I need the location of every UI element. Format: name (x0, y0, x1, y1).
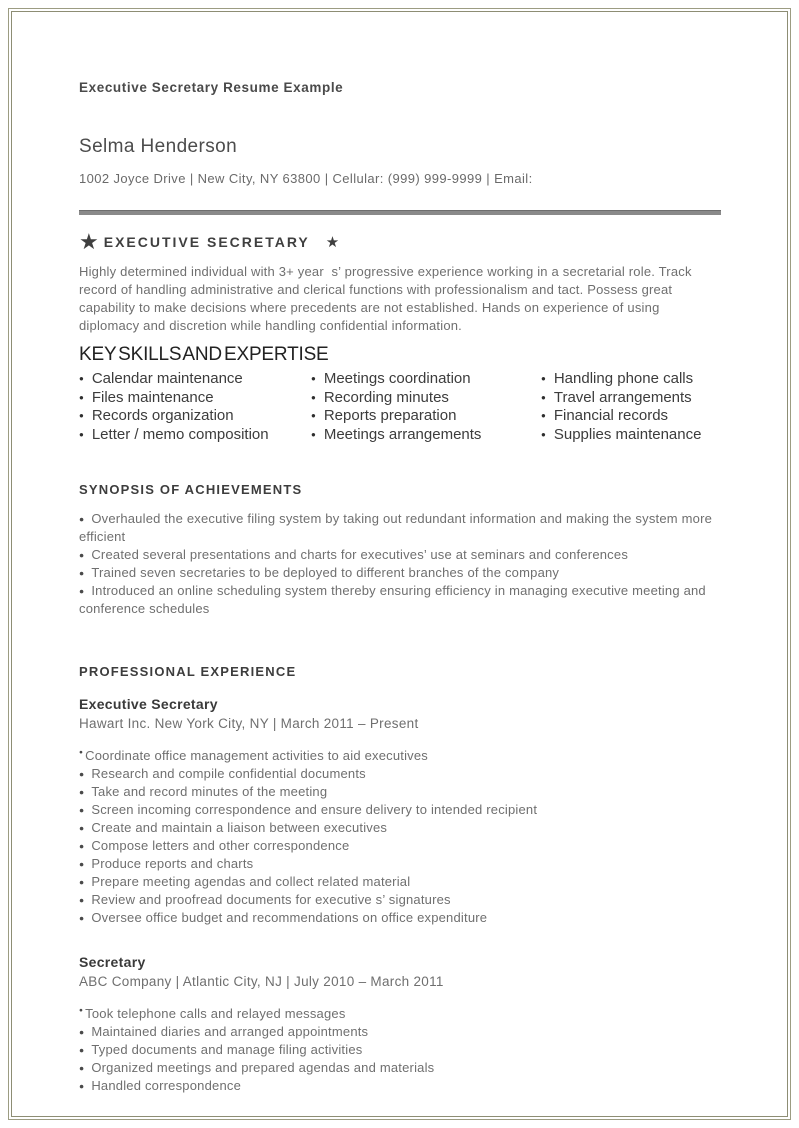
skill-item: ● Files maintenance (79, 389, 311, 408)
job-duty: ● Took telephone calls and relayed messages (79, 1002, 721, 1023)
job-duty: ● Take and record minutes of the meeting (79, 783, 721, 801)
achievement-item: ● Overhauled the executive filing system by taking out redundant information and making the system more efficient (79, 510, 721, 546)
job-duty: ● Prepare meeting agendas and collect related material (79, 873, 721, 891)
experience-heading: PROFESSIONAL EXPERIENCE (79, 664, 297, 679)
profile-summary: Highly determined individual with 3+ year s’ progressive experience working in a secretarial role. Track record of handling administrative and clerical functions with professionalism and tact. Possess great capability to make decisions where precedents are not established. Hands on experience of using diplomacy and discretion while handling confidential information. (79, 264, 692, 333)
skill-item: ● Calendar maintenance (79, 370, 311, 389)
star-icon: ★ (325, 233, 340, 251)
skills-grid (79, 370, 721, 444)
skill-item: ● Financial records (541, 407, 721, 426)
job-duty: ● Review and proofread documents for executive s’ signatures (79, 891, 721, 909)
skill-item: ● Travel arrangements (541, 389, 721, 408)
role-heading (79, 231, 721, 253)
job-meta: Hawart Inc. New York City, NY | March 2011 – Present (79, 716, 419, 731)
skill-item: ● Letter / memo composition (79, 426, 311, 445)
job-duty: ● Compose letters and other correspondence (79, 837, 721, 855)
skill-item: ● Meetings arrangements (311, 426, 541, 445)
job-duty: ● Coordinate office management activities to aid executives (79, 744, 721, 765)
divider-rule (79, 210, 721, 215)
job-duty: ● Maintained diaries and arranged appointments (79, 1023, 721, 1041)
role-heading-label: EXECUTIVE SECRETARY (103, 234, 310, 250)
job-duty: ● Oversee office budget and recommendations on office expenditure (79, 909, 721, 927)
achievement-item: ● Trained seven secretaries to be deployed to different branches of the company (79, 564, 721, 582)
achievement-item: ● Introduced an online scheduling system thereby ensuring efficiency in managing executive meeting and conference schedules (79, 582, 721, 618)
skill-item: ● Records organization (79, 407, 311, 426)
job-duty: ● Research and compile confidential documents (79, 765, 721, 783)
resume-page (11, 11, 788, 1117)
job-meta: ABC Company | Atlantic City, NJ | July 2010 – March 2011 (79, 974, 444, 989)
achievement-item: ● Created several presentations and charts for executives’ use at seminars and conferences (79, 546, 721, 564)
star-icon: ★ (79, 229, 99, 254)
skill-item: ● Meetings coordination (311, 370, 541, 389)
candidate-name: Selma Henderson (79, 136, 238, 157)
skill-item: ● Supplies maintenance (541, 426, 721, 445)
job-duties-list (79, 744, 721, 927)
skills-heading: KEY SKILLS AND EXPERTISE (79, 344, 329, 365)
skill-item: ● Handling phone calls (541, 370, 721, 389)
achievements-list (79, 510, 721, 618)
achievements-heading: SYNOPSIS OF ACHIEVEMENTS (79, 482, 303, 497)
job-duty: ● Handled correspondence (79, 1077, 721, 1095)
job-duty: ● Create and maintain a liaison between executives (79, 819, 721, 837)
job-duty: ● Screen incoming correspondence and ensure delivery to intended recipient (79, 801, 721, 819)
job-title: Secretary (79, 954, 146, 970)
job-title: Executive Secretary (79, 696, 218, 712)
job-duty: ● Typed documents and manage filing activities (79, 1041, 721, 1059)
job-duties-list (79, 1002, 721, 1095)
skill-item: ● Reports preparation (311, 407, 541, 426)
job-duty: ● Organized meetings and prepared agendas and materials (79, 1059, 721, 1077)
job-duty: ● Produce reports and charts (79, 855, 721, 873)
skill-item: ● Recording minutes (311, 389, 541, 408)
page-title: Executive Secretary Resume Example (79, 80, 344, 95)
contact-line: 1002 Joyce Drive | New City, NY 63800 | Cellular: (999) 999-9999 | Email: (79, 171, 533, 186)
